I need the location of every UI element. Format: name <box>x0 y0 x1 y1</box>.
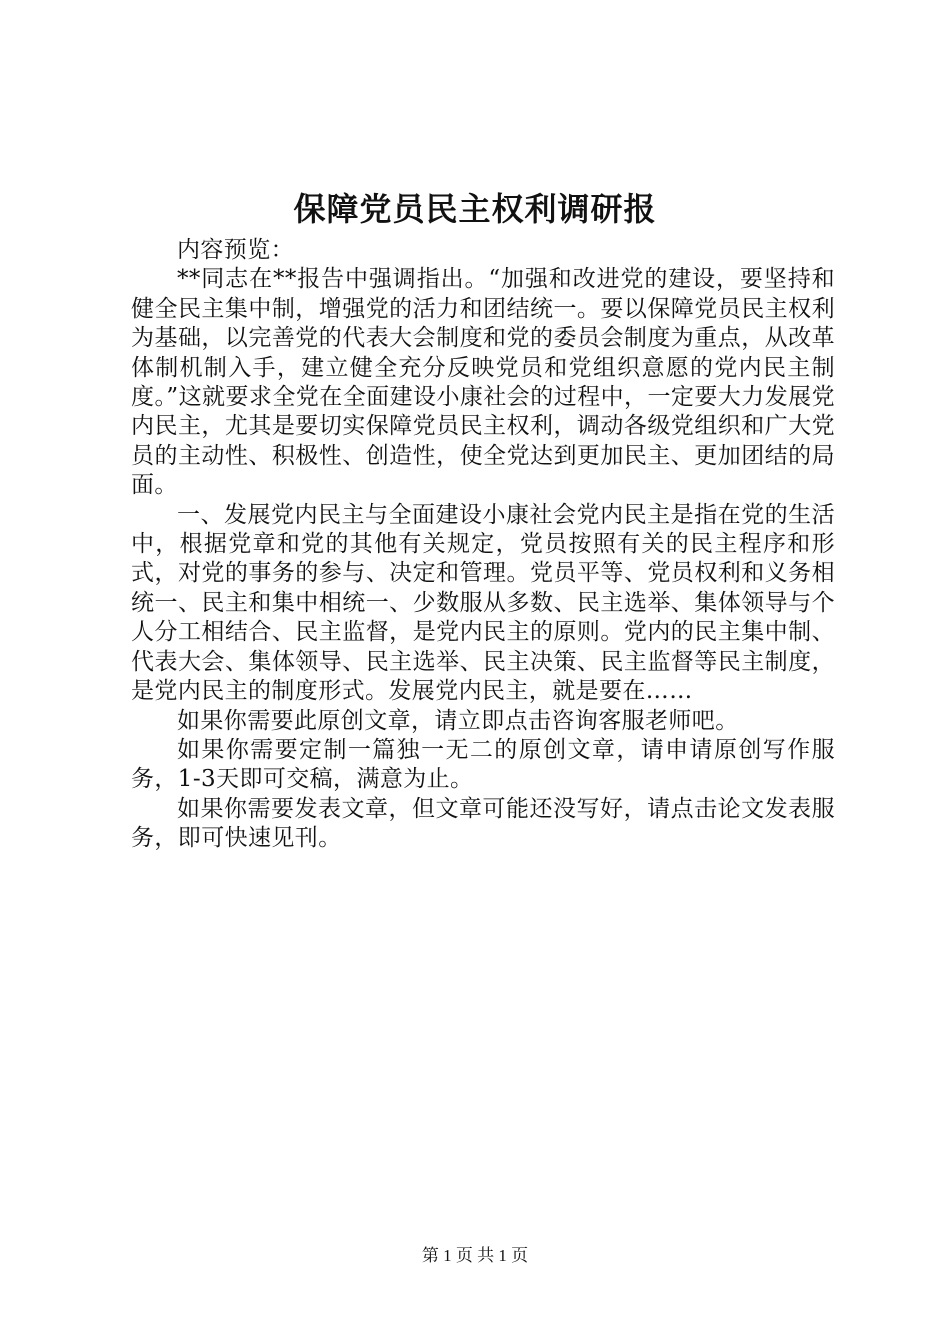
consult-paragraph: 如果你需要此原创文章，请立即点击咨询客服老师吧。 <box>177 707 739 734</box>
publish-service-paragraph: 如果你需要发表文章，但文章可能还没写好，请点击论文发表服务，即可快速见刊。 <box>131 795 835 852</box>
page-number-footer: 第 1 页 共 1 页 <box>421 1246 529 1265</box>
section-one-paragraph: 一、发展党内民主与全面建设小康社会党内民主是指在党的生活中，根据党章和党的其他有关规定，党员按照有关的民主程序和形式，对党的事务的参与、决定和管理。党员平等、党员权利和义务相统一、民主和集中相统一、少数服从多数、民主选举、集体领导与个人分工相结合、民主监督，是党内民主的原则。党内的民主集中制、代表大会、集体领导、民主选举、民主决策、民主监督等民主制度，是党内民主的制度形式。发展党内民主，就是要在…… <box>131 501 835 705</box>
custom-writing-paragraph: 如果你需要定制一篇独一无二的原创文章，请申请原创写作服务，1-3天即可交稿，满意为止。 <box>131 736 835 793</box>
document-body <box>131 236 835 854</box>
intro-paragraph: **同志在**报告中强调指出。“加强和改进党的建设，要坚持和健全民主集中制，增强党的活力和团结统一。要以保障党员民主权利为基础，以完善党的代表大会制度和党的委员会制度为重点，从改革体制机制入手，建立健全充分反映党员和党组织意愿的党内民主制度。”这就要求全党在全面建设小康社会的过程中，一定要大力发展党内民主，尤其是要切实保障党员民主权利，调动各级党组织和广大党员的主动性、积极性、创造性，使全党达到更加民主、更加团结的局面。 <box>131 266 835 499</box>
preview-label: 内容预览： <box>177 237 294 263</box>
document-title: 保障党员民主权利调研报 <box>293 190 657 228</box>
